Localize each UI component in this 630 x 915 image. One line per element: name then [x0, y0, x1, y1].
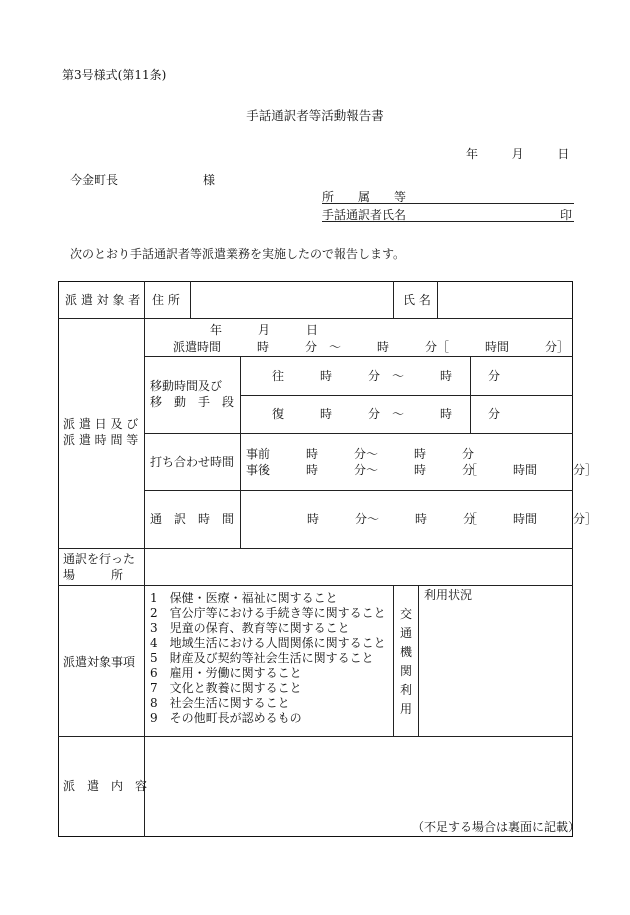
list-item[interactable]: 8 社会生活に関すること: [150, 696, 290, 710]
list-item[interactable]: 3 児童の保育、教育等に関すること: [150, 621, 350, 635]
travel-outbound[interactable]: 往 時 分 ～ 時 分: [272, 369, 501, 383]
intro-text: 次のとおり手話通訳者等派遣業務を実施したので報告します。: [70, 247, 406, 261]
address-field[interactable]: [192, 283, 391, 316]
affiliation-label: 所 属 等: [322, 190, 407, 204]
column-divider: [393, 585, 394, 736]
place-label: 通訳を行った: [63, 552, 136, 566]
list-item[interactable]: 5 財産及び契約等社会生活に関すること: [150, 651, 374, 665]
date-day: 日: [557, 147, 570, 161]
list-item[interactable]: 2 官公庁等における手続き等に関すること: [150, 606, 386, 620]
column-divider: [393, 281, 394, 318]
row-divider: [144, 356, 573, 357]
meeting-after[interactable]: 事後 時 分～ 時 分: [246, 463, 475, 477]
meeting-label: 打ち合わせ時間: [150, 455, 235, 469]
address-label: 住 所: [152, 293, 180, 307]
row-divider: [144, 490, 573, 491]
transport-label: 交通機関利用: [399, 607, 412, 716]
dispatch-time-row[interactable]: 派遣時間 時 分 ～ 時 分［ 時間 分］: [173, 340, 570, 354]
matters-list: [150, 591, 386, 726]
meeting-before[interactable]: 事前 時 分～ 時 分: [246, 447, 475, 461]
content-note: （不足する場合は裏面に記載）: [412, 820, 581, 834]
travel-return[interactable]: 復 時 分 ～ 時 分: [272, 407, 501, 421]
list-item[interactable]: 4 地域生活における人間関係に関すること: [150, 636, 386, 650]
travel-outbound-means-field[interactable]: [472, 358, 571, 394]
row-divider: [58, 736, 573, 737]
name-label: 氏 名: [403, 293, 431, 307]
seal-mark: 印: [560, 208, 573, 222]
list-item[interactable]: 7 文化と教養に関すること: [150, 681, 302, 695]
addressee-honorific: 様: [203, 173, 216, 187]
row-divider: [58, 318, 573, 319]
date-line: [466, 145, 569, 162]
travel-label: 移 動 手 段: [150, 395, 235, 409]
interpret-time[interactable]: 時 分～ 時 分: [307, 512, 476, 526]
interpret-total[interactable]: ［ 時間 分］: [465, 512, 598, 526]
document-title: 手話通訳者等活動報告書: [246, 108, 384, 123]
content-field[interactable]: [146, 738, 571, 816]
interpret-label: 通 訳 時 間: [150, 512, 235, 526]
place-label: 場 所: [63, 568, 124, 582]
column-divider: [190, 281, 191, 318]
travel-return-means-field[interactable]: [472, 397, 571, 432]
list-item[interactable]: 9 その他町長が認めるもの: [150, 711, 302, 725]
column-divider: [437, 281, 438, 318]
datetime-section-label: 派 遣 日 及 び: [63, 417, 139, 431]
form-number: 第3号様式(第11条): [62, 68, 167, 82]
date-year: 年: [466, 147, 479, 161]
column-divider: [240, 356, 241, 548]
place-field[interactable]: [146, 550, 571, 583]
interpreter-name-label: 手話通訳者氏名: [322, 208, 407, 222]
column-divider: [418, 585, 419, 736]
list-item[interactable]: 6 雇用・労働に関すること: [150, 666, 302, 680]
row-divider: [58, 585, 573, 586]
date-month: 月: [511, 147, 524, 161]
column-divider: [470, 356, 471, 433]
row-divider: [144, 433, 573, 434]
meeting-total[interactable]: ［ 時間 分］: [465, 463, 598, 477]
usage-status-label: 利用状況: [424, 588, 473, 602]
usage-status-field[interactable]: [420, 604, 571, 734]
column-divider: [144, 281, 145, 837]
list-item[interactable]: 1 保健・医療・福祉に関すること: [150, 591, 338, 605]
target-person-label: 派 遣 対 象 者: [65, 293, 141, 307]
content-label: 派 遣 内 容: [63, 779, 148, 793]
addressee: 今金町長: [70, 173, 119, 187]
name-field[interactable]: [439, 283, 571, 316]
matters-label: 派遣対象事項: [63, 655, 136, 669]
travel-label: 移動時間及び: [150, 379, 223, 393]
datetime-section-label: 派 遣 時 間 等: [63, 433, 139, 447]
row-divider: [240, 395, 573, 396]
dispatch-date-row[interactable]: 年 月 日: [210, 323, 319, 337]
row-divider: [58, 548, 573, 549]
